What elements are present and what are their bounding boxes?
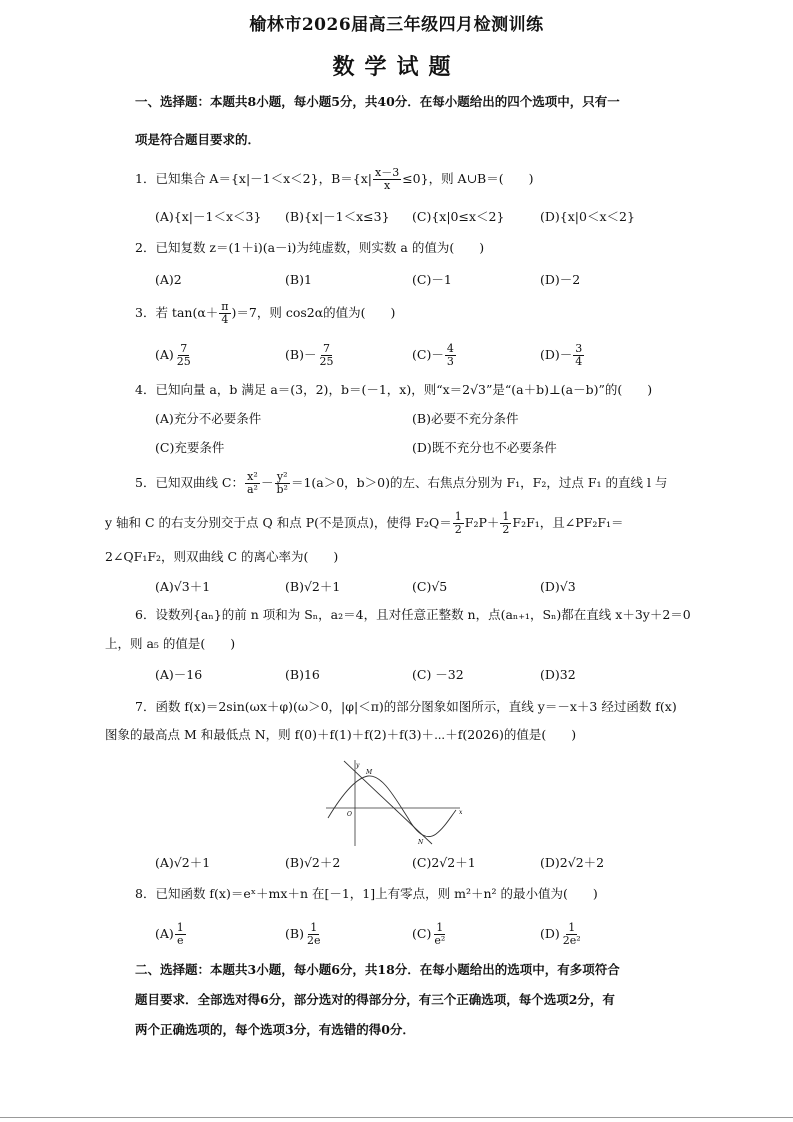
question-4: 4．已知向量 a，b 满足 a＝(3，2)，b＝(－1，x)，则“x＝2√3”是“(a＋b)⊥(a－b)”的( ) <box>135 382 653 397</box>
q4-options-row2 <box>155 437 675 459</box>
q2-option-d[interactable]: (D)－2 <box>540 272 581 287</box>
q4-option-c[interactable]: (C)充要条件 <box>155 440 225 455</box>
q2-option-b[interactable]: (B)1 <box>285 272 312 287</box>
section1-heading-line1: 一、选择题：本题共8小题，每小题5分，共40分．在每小题给出的四个选项中，只有一 <box>135 94 620 109</box>
question-5-line1: 5．已知双曲线 C： $\frac{\text{x²}}{\text{a²}}$ － $\frac{\text{y²}}{\text{b²}}$ ＝1(a＞0，b＞0)的左、右焦点分别为 F₁，F₂，过点 F₁ 的直线 l 与 <box>135 470 668 496</box>
question-3: 3．若 tan(α＋ $\frac{\pi}{4}$ )＝7，则 cos2α的值为( ) <box>135 300 396 326</box>
q6-option-d[interactable]: (D)32 <box>540 667 576 682</box>
q6-option-a[interactable]: (A)－16 <box>155 667 203 682</box>
q1-option-c[interactable]: (C){x|0≤x＜2} <box>412 209 505 224</box>
q5-option-a[interactable]: (A)√3＋1 <box>155 579 211 594</box>
point-m-label: M <box>366 769 373 776</box>
q8-option-b[interactable]: (B) $\frac{1}{2e}$ <box>285 921 321 947</box>
q8-option-c[interactable]: (C) $\frac{1}{\text{e²}}$ <box>412 921 446 947</box>
line-y-neg-x-plus-3 <box>344 761 432 844</box>
point-n-label: N <box>418 839 424 846</box>
exam-subject: 数学试题 <box>332 54 461 80</box>
y-axis-label: y <box>356 762 360 769</box>
q5-options <box>155 576 675 598</box>
section1-heading-line2: 项是符合题目要求的． <box>135 132 261 147</box>
section2-heading-line3: 两个正确选项的，每个选项3分，有选错的得0分． <box>135 1022 415 1037</box>
q1-fraction: $\frac{x-3}{x}$ <box>374 166 400 192</box>
section2-heading-line2: 题目要求．全部选对得6分，部分选对的得部分分，有三个正确选项，每个选项2分，有 <box>135 992 615 1007</box>
q3-option-c[interactable]: (C)－ $\frac{4}{3}$ <box>412 342 454 368</box>
question-7-line1: 7．函数 f(x)＝2sin(ωx＋φ)(ω＞0，|φ|＜π)的部分图象如图所示，直线 y＝－x＋3 经过函数 f(x) <box>135 699 677 714</box>
page-bottom-divider <box>0 1117 793 1118</box>
q1-options <box>155 206 675 228</box>
exam-title: 榆林市2026届高三年级四月检测训练 <box>249 15 544 35</box>
section2-heading-line1: 二、选择题：本题共3小题，每小题6分，共18分．在每小题给出的选项中，有多项符合 <box>135 962 620 977</box>
q3-fraction: $\frac{\pi}{4}$ <box>221 300 229 326</box>
q5-option-b[interactable]: (B)√2＋1 <box>285 579 341 594</box>
q3-options <box>155 343 675 373</box>
q5-option-c[interactable]: (C)√5 <box>412 579 448 594</box>
q8-option-d[interactable]: (D) $\frac{1}{\text{2e²}}$ <box>540 921 581 947</box>
q4-options-row1 <box>155 408 675 430</box>
question-2: 2．已知复数 z＝(1＋i)(a－i)为纯虚数，则实数 a 的值为( ) <box>135 240 485 255</box>
q1-option-d[interactable]: (D){x|0＜x＜2} <box>540 209 635 224</box>
question-5-line3: 2∠QF₁F₂，则双曲线 C 的离心率为( ) <box>105 549 339 564</box>
q1-option-a[interactable]: (A){x|－1＜x＜3} <box>155 209 262 224</box>
x-axis-label: x <box>459 809 463 816</box>
q2-option-c[interactable]: (C)－1 <box>412 272 452 287</box>
question-6-line2: 上，则 a₅ 的值是( ) <box>105 636 236 651</box>
q3-option-a[interactable]: (A) $\frac{7}{25}$ <box>155 342 191 368</box>
q6-options <box>155 664 675 686</box>
q7-option-d[interactable]: (D)2√2＋2 <box>540 855 605 870</box>
question-1: 1．已知集合 A＝{x|－1＜x＜2}，B＝{x| $\frac{x-3}{x}$ ≤0}，则 A∪B＝( ) <box>135 166 534 192</box>
q3-option-d[interactable]: (D)－ $\frac{3}{4}$ <box>540 342 583 368</box>
question-6-line1: 6．设数列{aₙ}的前 n 项和为 Sₙ，a₂＝4，且对任意正整数 n，点(aₙ₊₁，Sₙ)都在直线 x＋3y＋2＝0 <box>135 607 691 622</box>
question-7-line2: 图象的最高点 M 和最低点 N，则 f(0)＋f(1)＋f(2)＋f(3)＋⋯＋f(2026)的值是( ) <box>105 727 577 742</box>
q3-option-b[interactable]: (B)－ $\frac{7}{25}$ <box>285 342 334 368</box>
question-8: 8．已知函数 f(x)＝eˣ＋mx＋n 在[－1，1]上有零点，则 m²＋n² 的最小值为( ) <box>135 886 598 901</box>
q7-options <box>155 852 675 874</box>
q8-option-a[interactable]: (A) $\frac{1}{e}$ <box>155 921 184 947</box>
origin-label: O <box>347 811 352 818</box>
q7-option-b[interactable]: (B)√2＋2 <box>285 855 341 870</box>
q4-option-a[interactable]: (A)充分不必要条件 <box>155 411 262 426</box>
function-graph <box>320 758 465 848</box>
q6-option-c[interactable]: (C) －32 <box>412 667 464 682</box>
q7-option-c[interactable]: (C)2√2＋1 <box>412 855 476 870</box>
q8-options <box>155 922 675 952</box>
q1-option-b[interactable]: (B){x|－1＜x≤3} <box>285 209 390 224</box>
q7-option-a[interactable]: (A)√2＋1 <box>155 855 211 870</box>
q4-option-b[interactable]: (B)必要不充分条件 <box>412 411 519 426</box>
question-5-line2: y 轴和 C 的右支分别交于点 Q 和点 P(不是顶点)，使得 F₂Q＝ $\frac{1}{2}$ F₂P＋ $\frac{1}{2}$ F₂F₁，且∠PF₂F₁＝ <box>105 510 624 536</box>
q2-options <box>155 269 675 291</box>
q4-option-d[interactable]: (D)既不充分也不必要条件 <box>412 440 557 455</box>
q2-option-a[interactable]: (A)2 <box>155 272 182 287</box>
q5-option-d[interactable]: (D)√3 <box>540 579 576 594</box>
q6-option-b[interactable]: (B)16 <box>285 667 320 682</box>
